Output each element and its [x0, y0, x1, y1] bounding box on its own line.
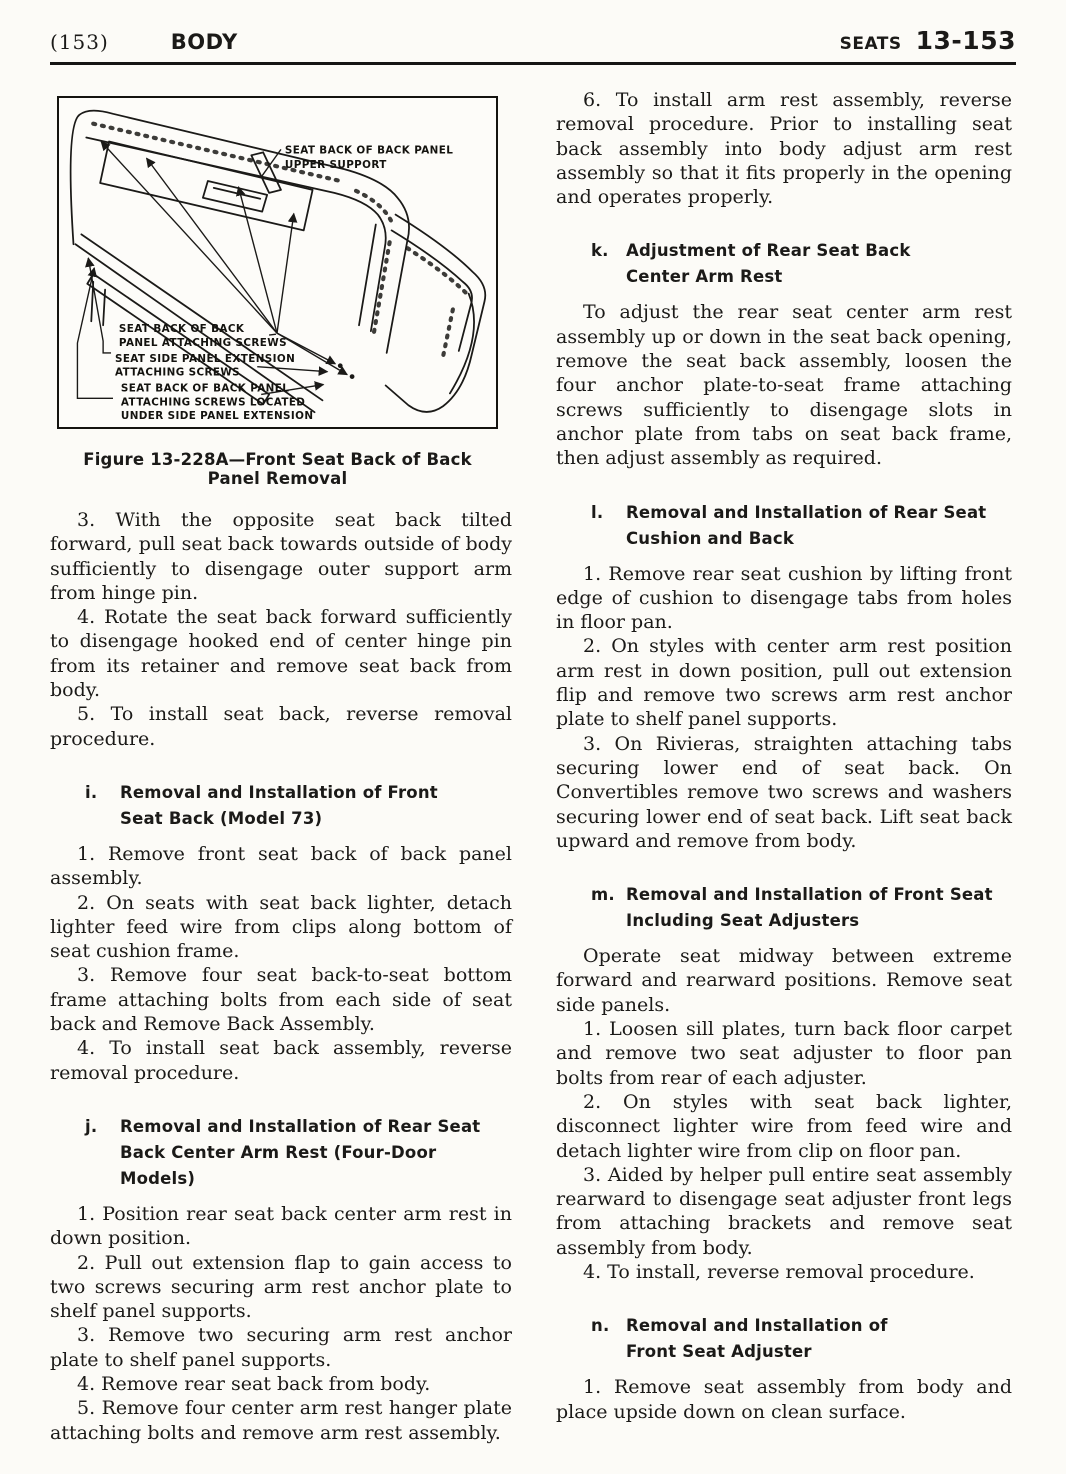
section-heading-n: [591, 1313, 1012, 1365]
paragraph-step: 4. Remove rear seat back from body.: [77, 1373, 431, 1396]
paragraph-step: 5. To install seat back, reverse removal procedure.: [50, 703, 512, 750]
seat-illustration: [59, 98, 496, 427]
paragraph-step: 2. On seats with seat back lighter, detach lighter feed wire from clips along bottom of seat cushion frame.: [50, 891, 512, 963]
section-name: BODY: [170, 30, 238, 54]
paragraph-step: 2. On styles with seat back lighter, disconnect lighter wire from feed wire and detach lighter wire from clip on floor pan.: [556, 1090, 1012, 1162]
left-column: [50, 88, 512, 1445]
section-title-line: Removal and Installation of Front: [120, 782, 438, 802]
paragraph-step: 2. On styles with center arm rest position arm rest in down position, pull out extension flip and remove two screws arm rest anchor plate to shelf panel supports.: [556, 635, 1012, 731]
section-title-line: Seat Back (Model 73): [120, 808, 323, 828]
paragraph-step: 3. Remove four seat back-to-seat bottom frame attaching bolts from each side of seat back and Remove Back Assembly.: [50, 964, 512, 1036]
paragraph-step: Operate seat midway between extreme forward and rearward positions. Remove seat side panels.: [556, 945, 1012, 1016]
paragraph-step: 1. Remove rear seat cushion by lifting front edge of cushion to disengage tabs from holes in floor pan.: [556, 562, 1012, 634]
section-title-line: Adjustment of Rear Seat Back: [626, 241, 911, 261]
section-heading-l: [591, 500, 1012, 552]
figure-label: SEAT BACK OF BACK PANEL: [284, 144, 454, 157]
paragraph-step: 2. Pull out extension flap to gain access to two screws securing arm rest anchor plate to shelf panel supports.: [50, 1251, 512, 1323]
section-title-line: Removal and Installation of: [626, 1316, 888, 1336]
section-title: [120, 1114, 512, 1192]
paragraph-step: 1. Position rear seat back center arm rest in down position.: [50, 1202, 512, 1250]
paragraph-step: 5. Remove four center arm rest hanger plate attaching bolts and remove arm rest assembly.: [50, 1397, 512, 1444]
section-letter: l.: [591, 502, 604, 522]
right-column: [556, 88, 1012, 1424]
section-title-line: Removal and Installation of Rear Seat: [120, 1116, 481, 1136]
page-code: 13-153: [915, 26, 1016, 55]
paragraph-step: 6. To install arm rest assembly, reverse removal procedure. Prior to installing seat back assembly into body adjust arm rest assembly so that it fits properly in the opening and operates properly.: [556, 89, 1012, 209]
figure-13-228A: [57, 96, 498, 429]
paragraph-step: 3. With the opposite seat back tilted forward, pull seat back towards outside of body sufficiently to disengage outer support arm from hinge pin.: [50, 509, 512, 604]
paragraph-step: 3. Aided by helper pull entire seat assembly rearward to disengage seat adjuster front legs from attaching brackets and remove seat assembly from body.: [556, 1163, 1012, 1259]
paragraph-step: 4. Rotate the seat back forward sufficiently to disengage hooked end of center hinge pin from its retainer and remove seat back from body.: [50, 606, 512, 702]
page-header: [50, 26, 1016, 65]
section-letter: j.: [85, 1116, 98, 1136]
paragraph-step: 1. Remove seat assembly from body and place upside down on clean surface.: [556, 1376, 1012, 1423]
section-heading-i: [85, 780, 512, 832]
figure-label: ATTACHING SCREWS LOCATED: [120, 396, 306, 409]
section-title-line: Back Center Arm Rest (Four-Door Models): [120, 1142, 437, 1188]
section-letter: i.: [85, 782, 98, 802]
section-title: [626, 882, 993, 934]
figure-label: PANEL ATTACHING SCREWS: [118, 336, 287, 349]
section-title-line: Front Seat Adjuster: [626, 1342, 812, 1362]
paragraph-step: 3. On Rivieras, straighten attaching tabs securing lower end of seat back. On Convertibles remove two screws and washers securing lower end of seat back. Lift seat back upward and remove from body.: [556, 732, 1012, 852]
page-number: (153): [50, 30, 109, 54]
section-title-line: Center Arm Rest: [626, 267, 783, 287]
section-letter: n.: [591, 1316, 610, 1336]
figure-label: ATTACHING SCREWS: [114, 366, 241, 379]
figure-label: UPPER SUPPORT: [284, 159, 387, 172]
figure-label: SEAT BACK OF BACK: [118, 323, 245, 336]
chapter-name: SEATS: [839, 34, 902, 54]
section-title-line: Cushion and Back: [626, 528, 795, 548]
section-letter: m.: [591, 885, 615, 905]
section-title: [626, 238, 911, 290]
paragraph-step: To adjust the rear seat center arm rest assembly up or down in the seat back opening, remove the seat back assembly, loosen the four anchor plate-to-seat frame attaching screws sufficiently to disengage slots in anchor plate from tabs on seat back frame, then adjust assembly as required.: [556, 301, 1012, 470]
figure-label: SEAT BACK OF BACK PANEL: [120, 382, 290, 395]
section-title-line: Including Seat Adjusters: [626, 911, 860, 931]
section-heading-m: [591, 882, 1012, 934]
section-title: [626, 500, 986, 552]
paragraph-step: 4. To install seat back assembly, reverse removal procedure.: [50, 1037, 512, 1084]
section-title-line: Removal and Installation of Front Seat: [626, 885, 993, 905]
paragraph-step: 3. Remove two securing arm rest anchor plate to shelf panel supports.: [50, 1324, 512, 1371]
section-title: [120, 780, 438, 832]
paragraph-step: 1. Loosen sill plates, turn back floor carpet and remove two seat adjuster to floor pan bolts from rear of each adjuster.: [556, 1018, 1012, 1089]
figure-caption: Figure 13-228A—Front Seat Back of Back Panel Removal: [83, 450, 472, 488]
figure-label: SEAT SIDE PANEL EXTENSION: [114, 352, 296, 365]
paragraph-step: 4. To install, reverse removal procedure.: [583, 1260, 975, 1283]
paragraph-step: 1. Remove front seat back of back panel assembly.: [50, 842, 512, 890]
section-title: [626, 1313, 888, 1365]
section-heading-j: [85, 1114, 512, 1192]
section-title-line: Removal and Installation of Rear Seat: [626, 502, 987, 522]
figure-label: UNDER SIDE PANEL EXTENSION: [120, 410, 314, 423]
section-heading-k: [591, 238, 1012, 290]
section-letter: k.: [591, 241, 609, 261]
